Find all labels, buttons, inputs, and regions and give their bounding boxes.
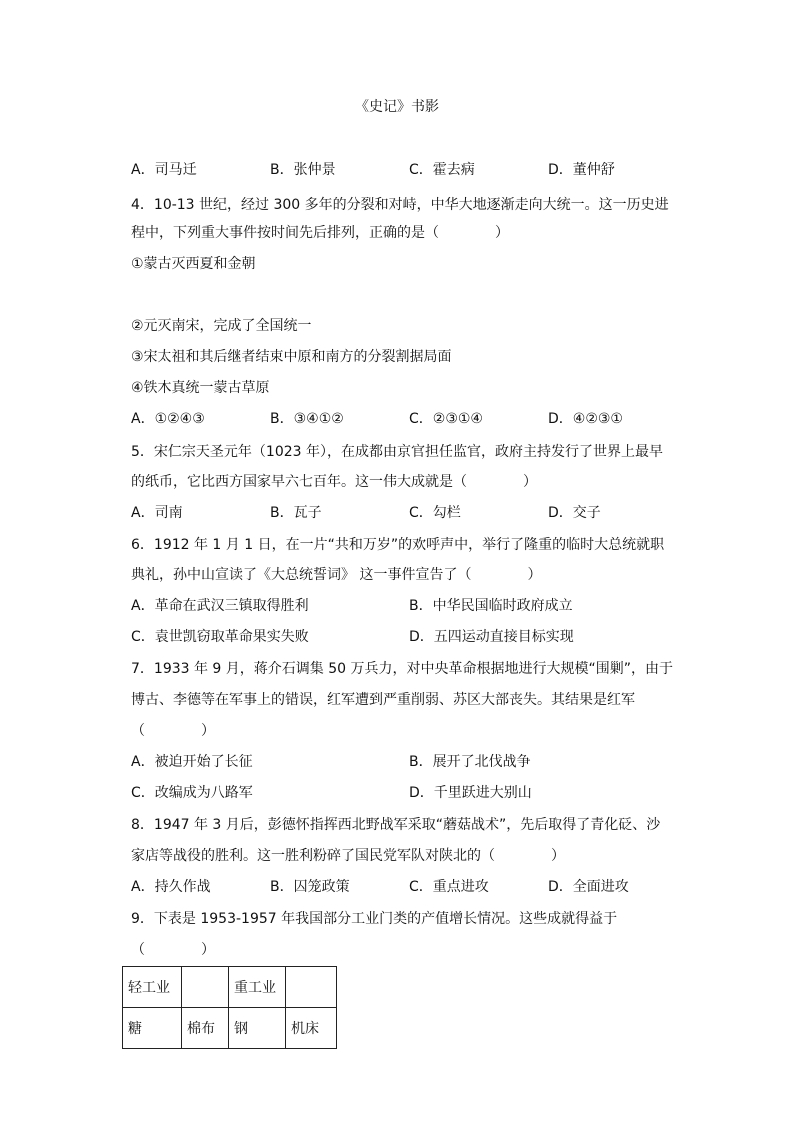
industry-table bbox=[122, 966, 337, 1049]
q5-stem-line1: 5．宋仁宗天圣元年（1023 年），在成都由京官担任监官，政府主持发行了世界上最早 bbox=[131, 444, 663, 460]
q5-option-d[interactable]: D．交子 bbox=[548, 505, 601, 521]
table-cell: 机床 bbox=[286, 1008, 337, 1049]
q3-option-b[interactable]: B．张仲景 bbox=[270, 162, 336, 178]
q3-option-a[interactable]: A．司马迁 bbox=[131, 162, 197, 178]
q7-stem-line2: 博古、李德等在军事上的错误，红军遭到严重削弱、苏区大部丧失。其结果是红军 bbox=[131, 692, 635, 708]
q4-item-3: ③宋太祖和其后继者结束中原和南方的分裂割据局面 bbox=[131, 349, 452, 365]
q6-option-b[interactable]: B．中华民国临时政府成立 bbox=[409, 598, 573, 614]
q7-option-d[interactable]: D．千里跃进大别山 bbox=[409, 785, 532, 801]
q4-stem-line2: 程中，下列重大事件按时间先后排列，正确的是（ ） bbox=[131, 225, 509, 241]
figure-caption: 《史记》书影 bbox=[355, 99, 439, 115]
table-cell bbox=[182, 967, 229, 1008]
q8-stem-line1: 8．1947 年 3 月后，彭德怀指挥西北野战军采取“蘑菇战术”，先后取得了青化砭、沙 bbox=[131, 817, 661, 833]
q8-stem-line2: 家店等战役的胜利。这一胜利粉碎了国民党军队对陕北的（ ） bbox=[131, 848, 565, 864]
table-cell: 糖 bbox=[123, 1008, 182, 1049]
q9-stem-line1: 9．下表是 1953-1957 年我国部分工业门类的产值增长情况。这些成就得益于 bbox=[131, 911, 618, 927]
q8-option-a[interactable]: A．持久作战 bbox=[131, 879, 211, 895]
q7-stem-line1: 7．1933 年 9 月，蒋介石调集 50 万兵力，对中央革命根据地进行大规模“围剿”，由于 bbox=[131, 661, 674, 677]
q7-option-c[interactable]: C．改编成为八路军 bbox=[131, 785, 253, 801]
q6-stem-line2: 典礼，孙中山宣读了《大总统誓词》 这一事件宣告了（ ） bbox=[131, 567, 542, 583]
table-cell: 重工业 bbox=[229, 967, 286, 1008]
table-cell: 钢 bbox=[229, 1008, 286, 1049]
q4-option-b[interactable]: B．③④①② bbox=[270, 411, 344, 427]
q4-option-c[interactable]: C．②③①④ bbox=[409, 411, 483, 427]
q5-stem-line2: 的纸币，它比西方国家早六七百年。这一伟大成就是（ ） bbox=[131, 474, 537, 490]
q6-stem-line1: 6．1912 年 1 月 1 日，在一片“共和万岁”的欢呼声中，举行了隆重的临时大总统就职 bbox=[131, 537, 665, 553]
q3-option-c[interactable]: C．霍去病 bbox=[409, 162, 475, 178]
q4-option-d[interactable]: D．④②③① bbox=[548, 411, 623, 427]
q5-option-c[interactable]: C．勾栏 bbox=[409, 505, 461, 521]
q4-stem-line1: 4．10-13 世纪，经过 300 多年的分裂和对峙，中华大地逐渐走向大统一。这一历史进 bbox=[131, 197, 669, 213]
q7-option-b[interactable]: B．展开了北伐战争 bbox=[409, 754, 531, 770]
table-row bbox=[123, 967, 337, 1008]
q5-option-a[interactable]: A．司南 bbox=[131, 505, 183, 521]
q6-option-d[interactable]: D．五四运动直接目标实现 bbox=[409, 629, 574, 645]
q8-option-d[interactable]: D．全面进攻 bbox=[548, 879, 629, 895]
q4-item-1: ①蒙古灭西夏和金朝 bbox=[131, 256, 256, 272]
q6-option-a[interactable]: A．革命在武汉三镇取得胜利 bbox=[131, 598, 309, 614]
table-cell: 棉布 bbox=[182, 1008, 229, 1049]
q7-option-a[interactable]: A．被迫开始了长征 bbox=[131, 754, 253, 770]
q8-option-b[interactable]: B．囚笼政策 bbox=[270, 879, 350, 895]
q3-option-d[interactable]: D．董仲舒 bbox=[548, 162, 615, 178]
q6-option-c[interactable]: C．袁世凯窃取革命果实失败 bbox=[131, 629, 309, 645]
q4-option-a[interactable]: A．①②④③ bbox=[131, 411, 205, 427]
table-cell bbox=[286, 967, 337, 1008]
table-cell: 轻工业 bbox=[123, 967, 182, 1008]
q5-option-b[interactable]: B．瓦子 bbox=[270, 505, 322, 521]
table-row bbox=[123, 1008, 337, 1049]
q8-option-c[interactable]: C．重点进攻 bbox=[409, 879, 489, 895]
q4-item-2: ②元灭南宋，完成了全国统一 bbox=[131, 318, 312, 334]
q9-stem-line2: （ ） bbox=[131, 942, 215, 958]
q7-stem-line3: （ ） bbox=[131, 723, 215, 739]
q4-item-4: ④铁木真统一蒙古草原 bbox=[131, 380, 270, 396]
